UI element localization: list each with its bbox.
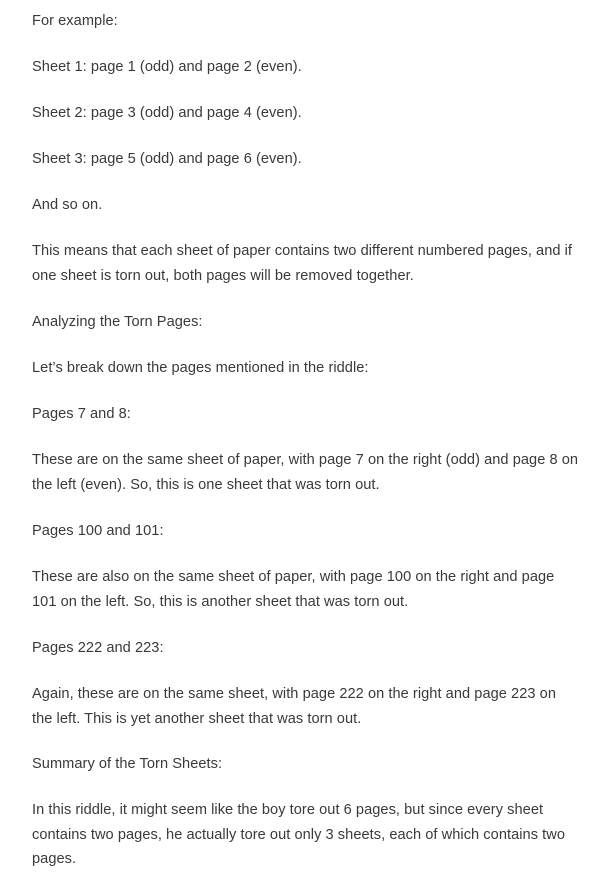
heading-analyzing-torn-pages: Analyzing the Torn Pages: <box>32 314 203 330</box>
paragraph-sheet-3: Sheet 3: page 5 (odd) and page 6 (even). <box>32 151 302 167</box>
heading-pages-222-223: Pages 222 and 223: <box>32 640 164 656</box>
paragraph-pages-100-101: These are also on the same sheet of paper, with page 100 on the right and page 101 on the left. So, this is another sheet that was torn out. <box>32 569 555 610</box>
paragraph-pages-222-223: Again, these are on the same sheet, with page 222 on the right and page 223 on the left. This is yet another sheet that was torn out. <box>32 686 556 727</box>
paragraph-sheet-2: Sheet 2: page 3 (odd) and page 4 (even). <box>32 105 302 121</box>
heading-pages-7-8: Pages 7 and 8: <box>32 406 131 422</box>
paragraph-summary: In this riddle, it might seem like the boy tore out 6 pages, but since every sheet contains two pages, he actually tore out only 3 sheets, each of which contains two pages. <box>32 802 566 867</box>
paragraph-and-so-on: And so on. <box>32 197 103 213</box>
paragraph-breakdown-intro: Let’s break down the pages mentioned in the riddle: <box>32 360 369 376</box>
paragraph-pages-7-8: These are on the same sheet of paper, with page 7 on the right (odd) and page 8 on the left (even). So, this is one sheet that was torn out. <box>32 452 579 493</box>
paragraph-sheet-explanation: This means that each sheet of paper contains two different numbered pages, and if one sheet is torn out, both pages will be removed together. <box>32 243 573 284</box>
paragraph-example-intro: For example: <box>32 13 118 29</box>
paragraph-sheet-1: Sheet 1: page 1 (odd) and page 2 (even). <box>32 59 302 75</box>
heading-pages-100-101: Pages 100 and 101: <box>32 523 164 539</box>
heading-summary-torn-sheets: Summary of the Torn Sheets: <box>32 756 223 772</box>
